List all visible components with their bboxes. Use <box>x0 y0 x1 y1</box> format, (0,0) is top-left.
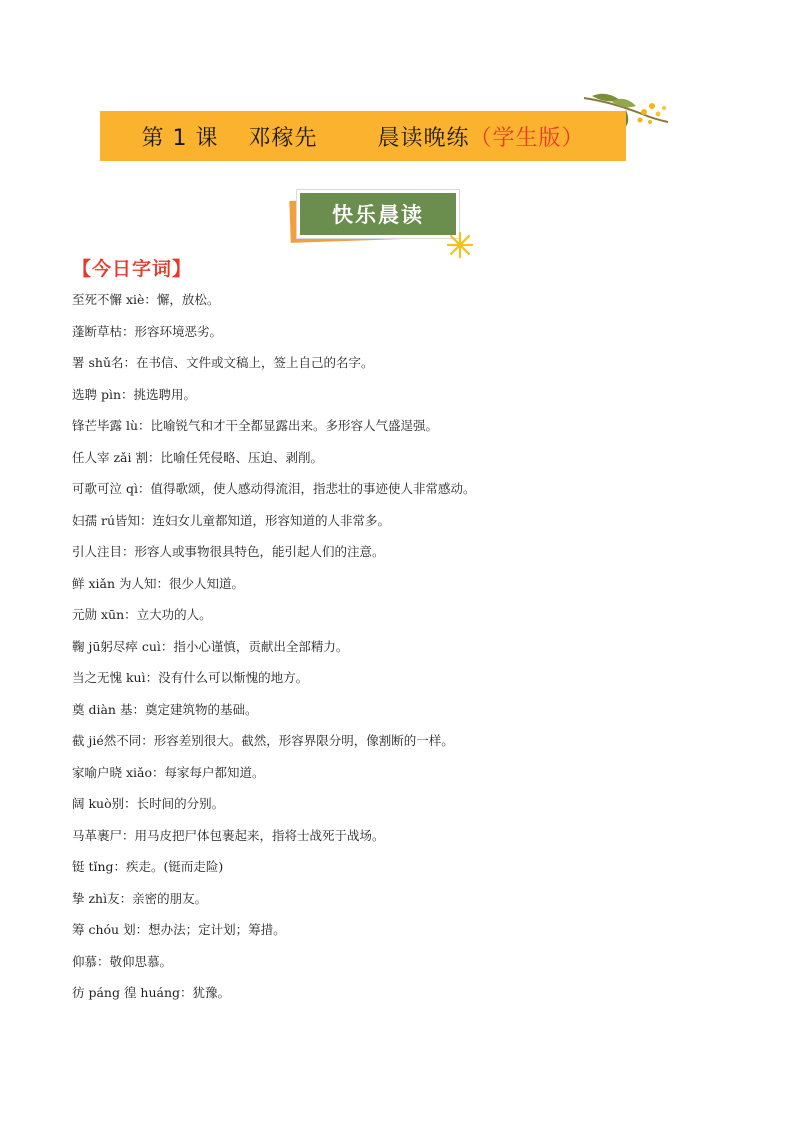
vocabulary-entry: 挚 zhì友：亲密的朋友。 <box>72 890 208 906</box>
section-badge <box>290 186 470 250</box>
vocabulary-entry: 蓬断草枯：形容环境恶劣。 <box>72 323 223 339</box>
vocabulary-entry: 筹 chóu 划：想办法；定计划；筹措。 <box>72 922 286 937</box>
edition-label: （学生版） <box>469 125 585 151</box>
vocabulary-entry: 仰慕：敬仰思慕。 <box>72 953 173 969</box>
vocabulary-entry: 署 shǔ名：在书信、文件或文稿上，签上自己的名字。 <box>72 355 374 370</box>
vocabulary-entry: 铤 tǐng：疾走。(铤而走险) <box>72 859 224 874</box>
lesson-name: 邓稼先 <box>248 125 318 151</box>
vocabulary-list <box>72 290 732 1015</box>
vocabulary-entry: 阔 kuò别：长时间的分别。 <box>72 796 225 811</box>
vocabulary-entry: 彷 páng 徨 huáng：犹豫。 <box>72 985 231 1000</box>
vocabulary-entry: 元勋 xūn：立大功的人。 <box>72 607 212 622</box>
vocabulary-entry: 至死不懈 xiè：懈，放松。 <box>72 292 220 307</box>
vocabulary-entry: 鲜 xiǎn 为人知：很少人知道。 <box>72 575 244 591</box>
vocabulary-entry: 马革裹尸：用马皮把尸体包裹起来，指将士战死于战场。 <box>72 827 385 843</box>
vocabulary-entry: 截 jié然不同：形容差别很大。截然，形容界限分明，像割断的一样。 <box>72 733 454 748</box>
vocabulary-entry: 选聘 pìn：挑选聘用。 <box>72 386 197 402</box>
vocabulary-entry: 可歌可泣 qì：值得歌颂，使人感动得流泪，指悲壮的事迹使人非常感动。 <box>72 481 476 496</box>
vocabulary-entry: 任人宰 zǎi 割：比喻任凭侵略、压迫、剥削。 <box>72 449 323 465</box>
series-name: 晨读晚练 <box>377 125 470 151</box>
vocabulary-entry: 锋芒毕露 lù：比喻锐气和才干全都显露出来。多形容人气盛逞强。 <box>72 418 439 433</box>
vocabulary-entry: 妇孺 rú皆知：连妇女儿童都知道，形容知道的人非常多。 <box>72 512 391 528</box>
vocabulary-entry: 家喻户晓 xiǎo：每家每户都知道。 <box>72 764 265 780</box>
section-heading: 【今日字词】 <box>72 258 193 280</box>
badge-label: 快乐晨读 <box>297 190 459 238</box>
vocabulary-entry: 奠 diàn 基：奠定建筑物的基础。 <box>72 701 258 717</box>
sparkle-icon <box>447 232 473 258</box>
vocabulary-entry: 引人注目：形容人或事物很具特色，能引起人们的注意。 <box>72 544 385 559</box>
vocabulary-entry: 鞠 jū躬尽瘁 cuì：指小心谨慎，贡献出全部精力。 <box>72 638 349 654</box>
lesson-number: 第 1 课 <box>141 125 219 151</box>
vocabulary-entry: 当之无愧 kuì：没有什么可以惭愧的地方。 <box>72 670 309 685</box>
lesson-title-bar <box>100 111 626 161</box>
